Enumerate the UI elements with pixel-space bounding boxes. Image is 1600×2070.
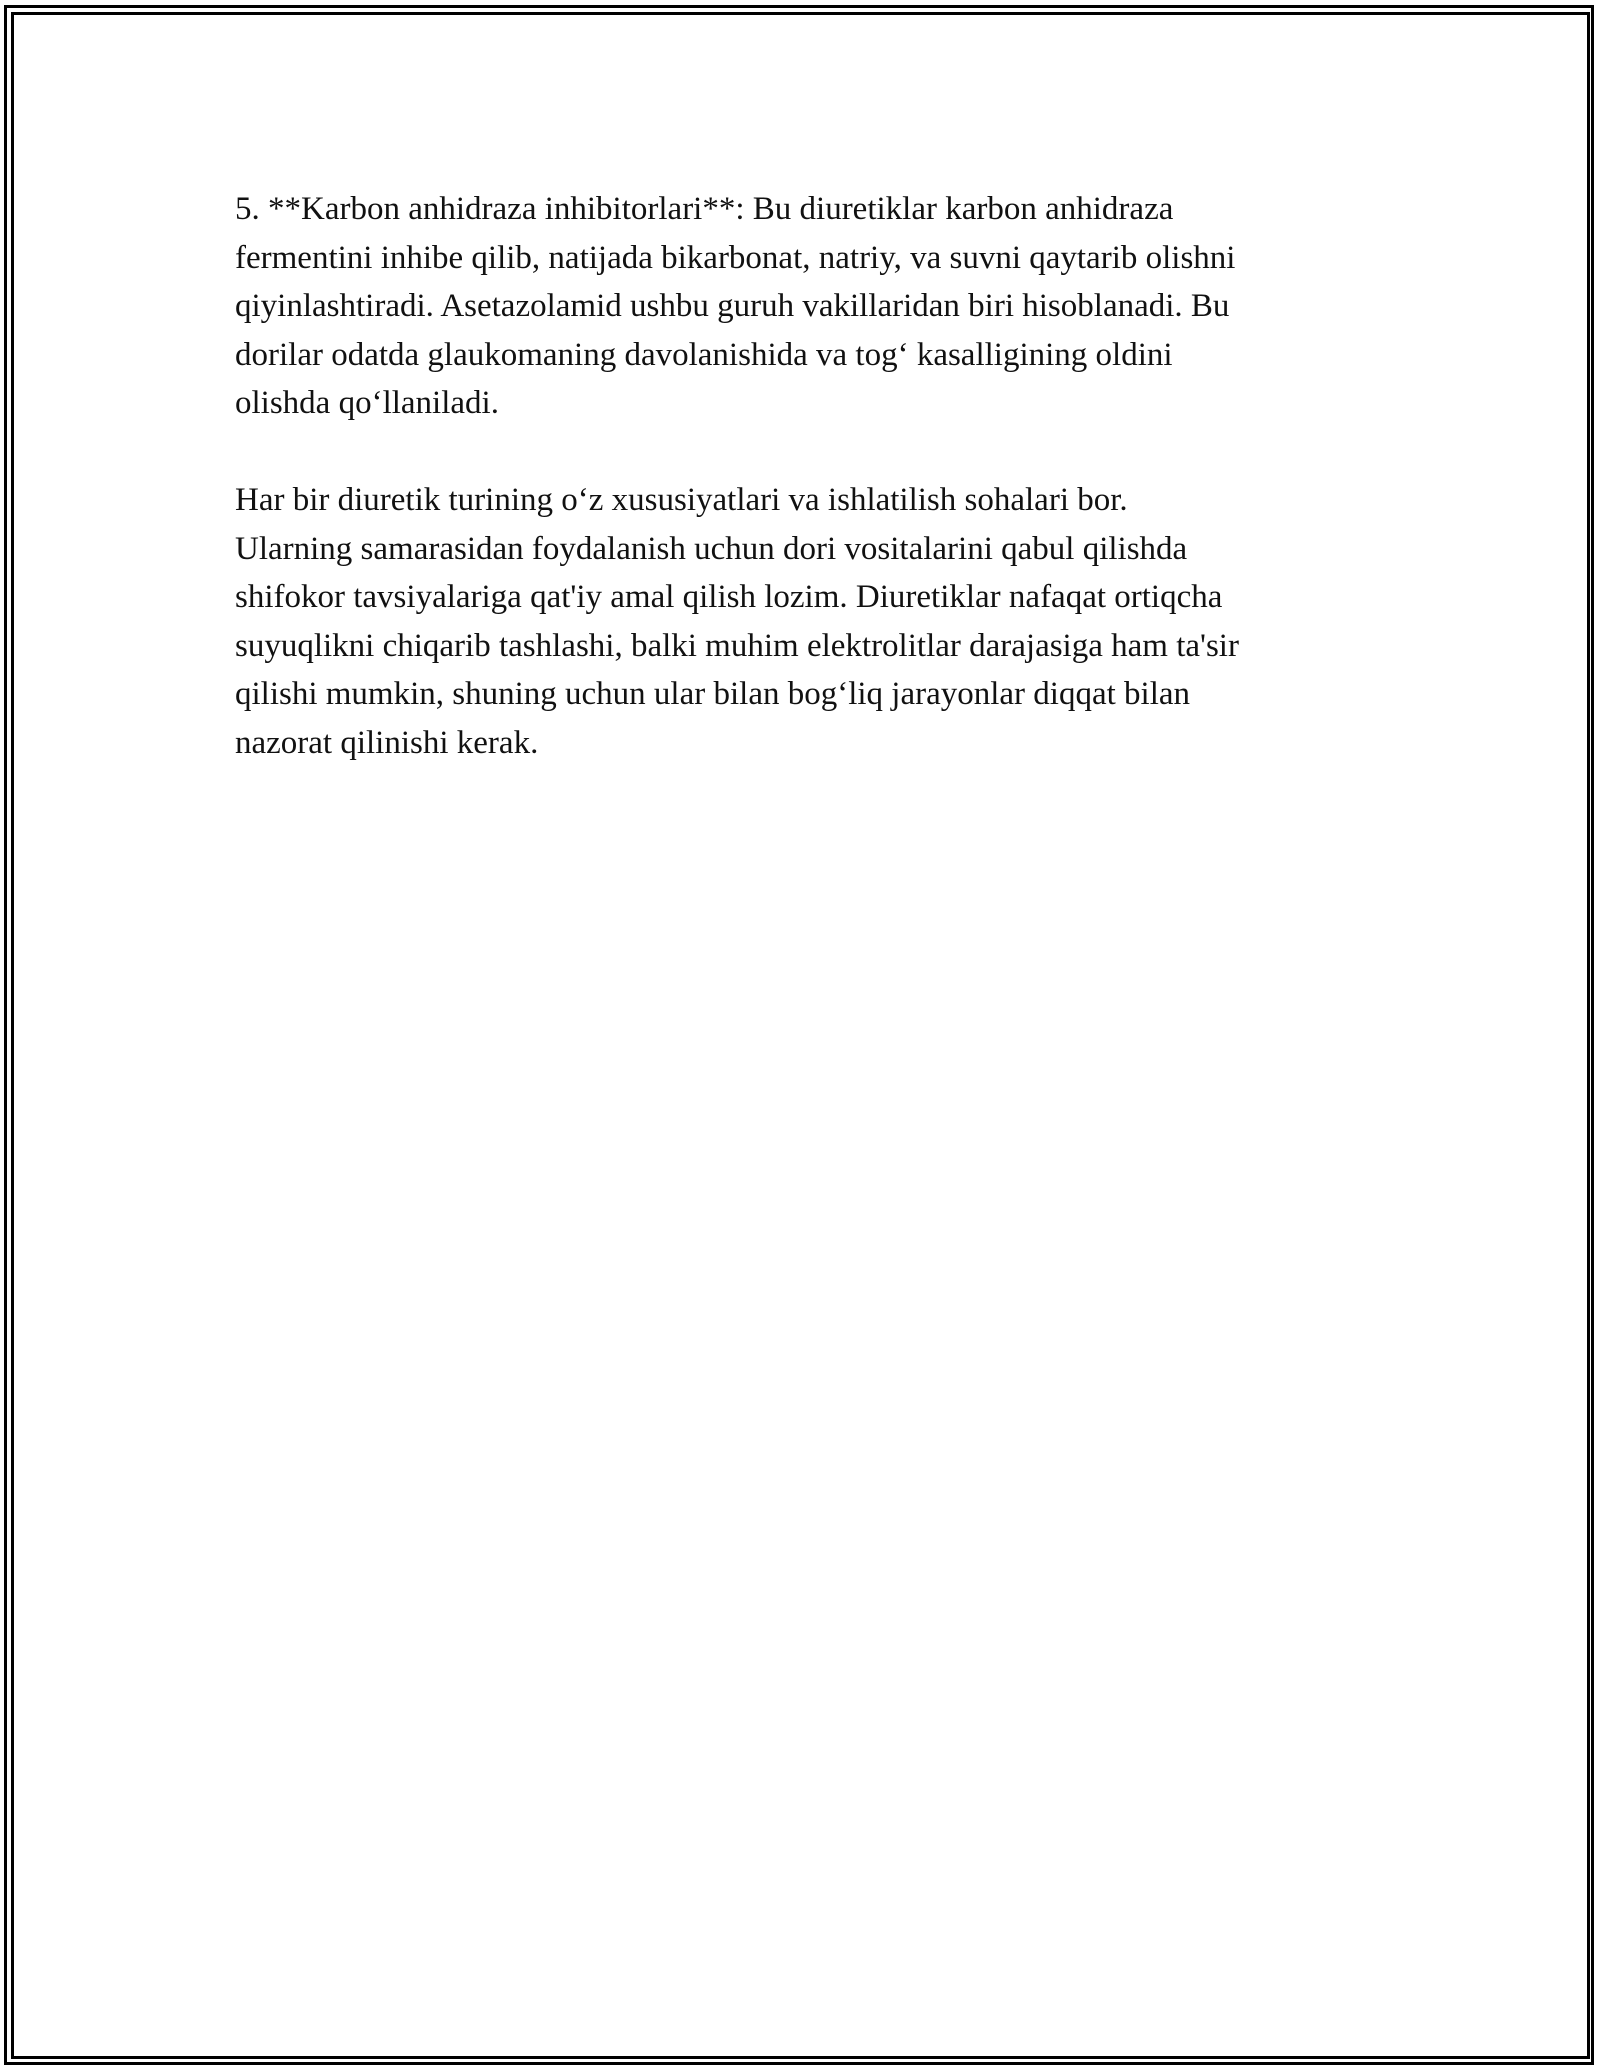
text-line: suyuqlikni chiqarib tashlashi, balki muhim elektrolitlar darajasiga ham ta'sir: [235, 627, 1239, 664]
text-line: dorilar odatda glaukomaning davolanishida va tog‘ kasalligining oldini: [235, 336, 1173, 373]
text-line: 5. **Karbon anhidraza inhibitorlari**: Bu diuretiklar karbon anhidraza: [235, 191, 1174, 227]
text-line: olishda qo‘llaniladi.: [235, 385, 499, 421]
text-line: fermentini inhibe qilib, natijada bikarbonat, natriy, va suvni qaytarib olishni: [235, 239, 1236, 276]
text-line: shifokor tavsiyalariga qat'iy amal qilish lozim. Diuretiklar nafaqat ortiqcha: [235, 579, 1223, 615]
text-line: Ularning samarasidan foydalanish uchun dori vositalarini qabul qilishda: [235, 530, 1188, 567]
document-body: [235, 185, 1375, 767]
text-line: Har bir diuretik turining o‘z xususiyatlari va ishlatilish sohalari bor.: [235, 482, 1128, 518]
text-line: nazorat qilinishi kerak.: [235, 724, 539, 761]
text-line: qiyinlashtiradi. Asetazolamid ushbu guruh vakillaridan biri hisoblanadi. Bu: [235, 288, 1230, 324]
text-line: qilishi mumkin, shuning uchun ular bilan bog‘liq jarayonlar diqqat bilan: [235, 676, 1191, 712]
paragraph-carbonic-anhydrase-inhibitors: [235, 185, 1375, 428]
paragraph-conclusion: [235, 476, 1375, 767]
